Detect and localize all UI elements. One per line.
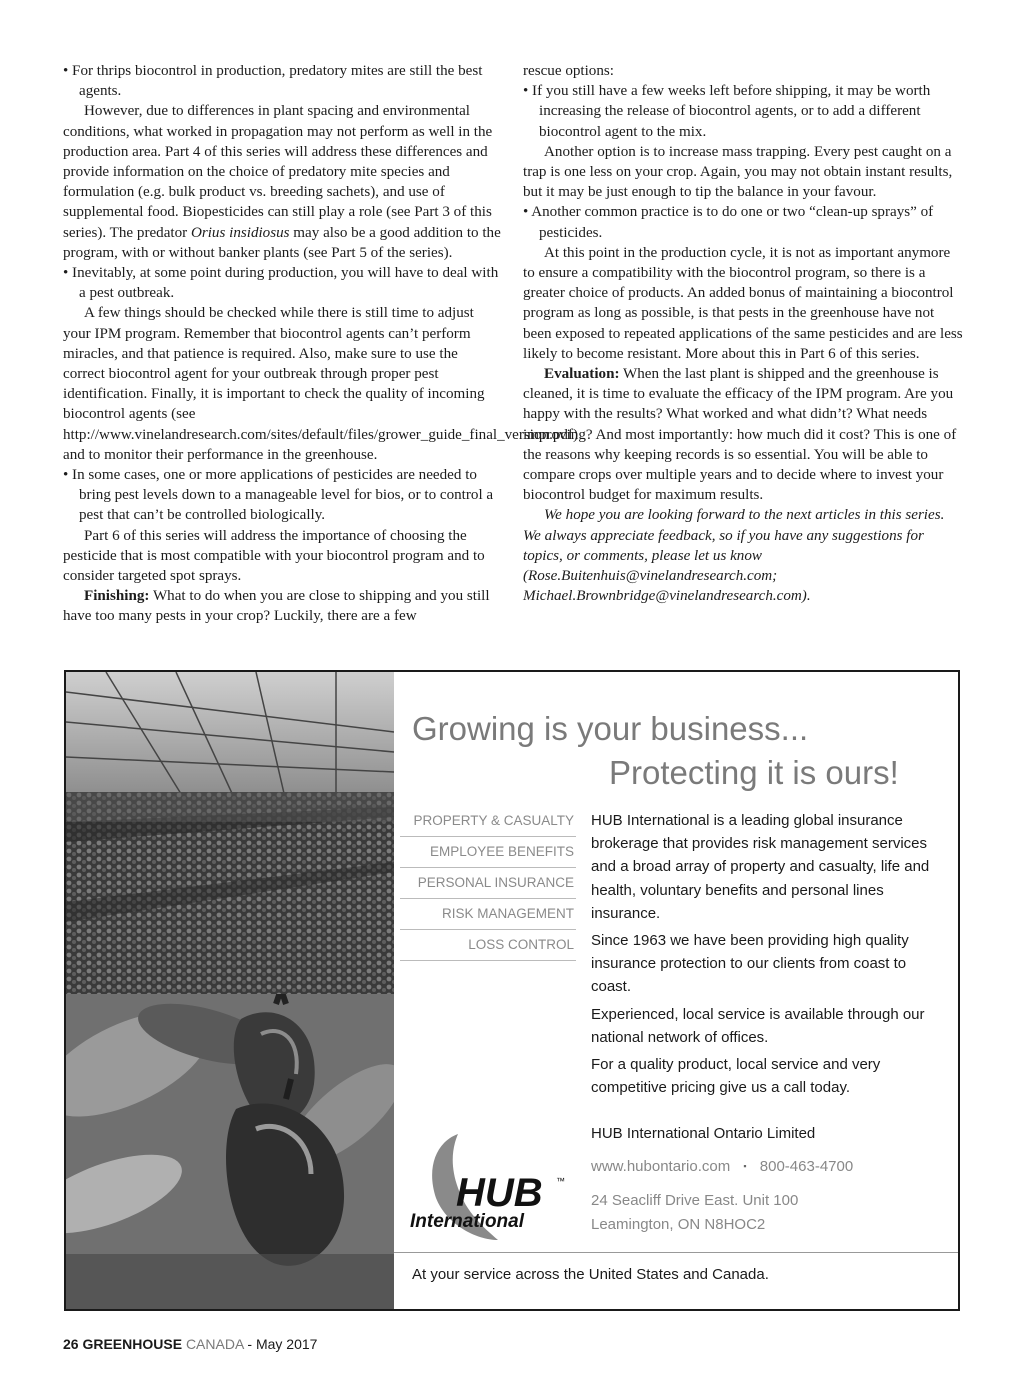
service-list	[400, 806, 576, 961]
ad-footer-text: At your service across the United States and Canada.	[412, 1266, 769, 1283]
magazine-name-suffix: CANADA	[185, 1336, 244, 1352]
logo-word-hub: HUB	[456, 1171, 543, 1215]
bullet-outbreak: • Inevitably, at some point during production, you will have to deal with a pest outbreak.	[63, 265, 499, 302]
ad-body-para: Experienced, local service is available through our national network of offices.	[591, 1005, 925, 1046]
para-production-cycle: At this point in the production cycle, it is not as important anymore to ensure a compatibility with the biocontrol program, so there is a greater choice of products. An added bonus of maintaining a biocontrol program as long as possible, is that pests in the greenhouse have not been exposed to repeated applications of the same pesticides and are less likely to become resistant. More about this in Part 6 of this series.	[523, 244, 963, 362]
finishing-label: Finishing:	[84, 588, 150, 605]
address-line-2: Leamington, ON N8HOC2	[591, 1216, 766, 1233]
para-propagation: However, due to differences in plant spacing and environmental conditions, what worked in propagation may not perform as well in the production area. Part 4 of this series will address these differences and provide information on the choice of predatory mite species and formulation (e.g. bulk product vs. breeding sachets), and use of supplemental food. Biopesticides can still play a role (see Part 3 of this series). The predator Orius insidiosus may also be a good addition to the program, with or without banker plants (see Part 5 of the series).	[63, 103, 501, 261]
para-finishing: Finishing: What to do when you are close to shipping and you still have too many pests in your crop? Luckily, there are a few	[63, 588, 490, 625]
service-item: PERSONAL INSURANCE	[400, 868, 576, 899]
ad-body-para: Since 1963 we have been providing high quality insurance protection to our clients from coast to coast.	[591, 932, 909, 996]
para-trapping: Another option is to increase mass trapping. Every pest caught on a trap is one less on your crop. Again, you may not obtain instant results, but it may be just enough to tip the balance in your favour.	[523, 143, 953, 201]
service-item: PROPERTY & CASUALTY	[400, 806, 576, 837]
ad-body-para: For a quality product, local service and very competitive pricing give us a call today.	[591, 1056, 881, 1097]
species-name: Orius insidiosus	[190, 224, 290, 241]
logo-tm: ™	[556, 1176, 565, 1186]
bullet-cleanup: • Another common practice is to do one or two “clean-up sprays” of pesticides.	[523, 204, 934, 241]
service-item: RISK MANAGEMENT	[400, 899, 576, 930]
page-footer	[63, 1336, 317, 1352]
bullet-thrips: • For thrips biocontrol in production, predatory mites are still the best agents.	[63, 63, 483, 100]
greenhouse-image	[66, 672, 394, 994]
evaluation-label: Evaluation:	[544, 366, 620, 383]
para-ipm-check: A few things should be checked while there is still time to adjust your IPM program. Remember that biocontrol agents can’t perform miracles, and that patience is required. Also, make sure to use the correct biocontrol agent for your outbreak through proper pest identification. Finally, it is important to check the quality of incoming biocontrol agents (see http://www.vinelandresearch.com/sites/default/files/grower_guide_final_version.pdf) and to monitor their performance in the greenhouse.	[63, 305, 578, 463]
ad-body	[591, 809, 931, 1103]
ad-headline-2: Protecting it is ours!	[609, 754, 899, 791]
article-right-column	[523, 61, 963, 606]
ad-divider	[394, 1252, 958, 1253]
magazine-name: GREENHOUSE	[82, 1336, 183, 1352]
bullet-pesticides: • In some cases, one or more applications of pesticides are needed to bring pest levels down to a manageable level for bios, or to control a pest that can’t be controlled biologically.	[63, 467, 494, 524]
hub-logo	[406, 1128, 576, 1248]
logo-word-international: International	[410, 1211, 525, 1232]
page-number: 26	[63, 1336, 79, 1352]
service-item: LOSS CONTROL	[400, 930, 576, 961]
para-feedback: We hope you are looking forward to the next articles in this series. We always appreciate feedback, so if you have any suggestions for topics, or comments, please let us know (Rose.Buitenhuis@vinelandresearch.com; Michael.Brownbridge@vinelandresearch.com).	[523, 507, 945, 605]
pepper-image	[66, 994, 394, 1311]
bullet-release: • If you still have a few weeks left before shipping, it may be worth increasing the release of biocontrol agents, or to add a different biocontrol agent to the mix.	[523, 83, 931, 140]
pepper-photo	[66, 994, 394, 1311]
ad-headline-1: Growing is your business...	[412, 710, 809, 747]
issue-date: - May 2017	[247, 1336, 318, 1352]
para-part6: Part 6 of this series will address the importance of choosing the pesticide that is most compatible with your biocontrol program and to consider targeted spot sprays.	[63, 527, 485, 585]
para-rescue: rescue options:	[523, 63, 614, 79]
address	[591, 1189, 798, 1237]
ad-body-para: HUB International is a leading global insurance brokerage that provides risk management services and a broad array of property and casualty, life and health, voluntary benefits and personal lines insurance.	[591, 812, 930, 922]
hub-logo-icon	[406, 1128, 576, 1248]
greenhouse-photo	[66, 672, 394, 994]
phone-number: 800-463-4700	[759, 1158, 854, 1175]
website-link[interactable]: www.hubontario.com	[591, 1158, 731, 1175]
para-evaluation: Evaluation: When the last plant is shipped and the greenhouse is cleaned, it is time to evaluate the efficacy of the IPM program. Are you happy with the results? What worked and what didn’t? What needs improving? And most importantly: how much did it cost? This is one of the reasons why keeping records is so essential. You will be able to compare crops over multiple years and to decide where to invest your biocontrol budget for maximum results.	[523, 366, 957, 504]
contact-line	[591, 1158, 853, 1175]
hub-advertisement	[64, 670, 960, 1311]
office-name: HUB International Ontario Limited	[591, 1125, 816, 1142]
address-line-1: 24 Seacliff Drive East. Unit 100	[591, 1192, 799, 1209]
separator-square-icon: ▪	[743, 1161, 747, 1171]
service-item: EMPLOYEE BENEFITS	[400, 837, 576, 868]
